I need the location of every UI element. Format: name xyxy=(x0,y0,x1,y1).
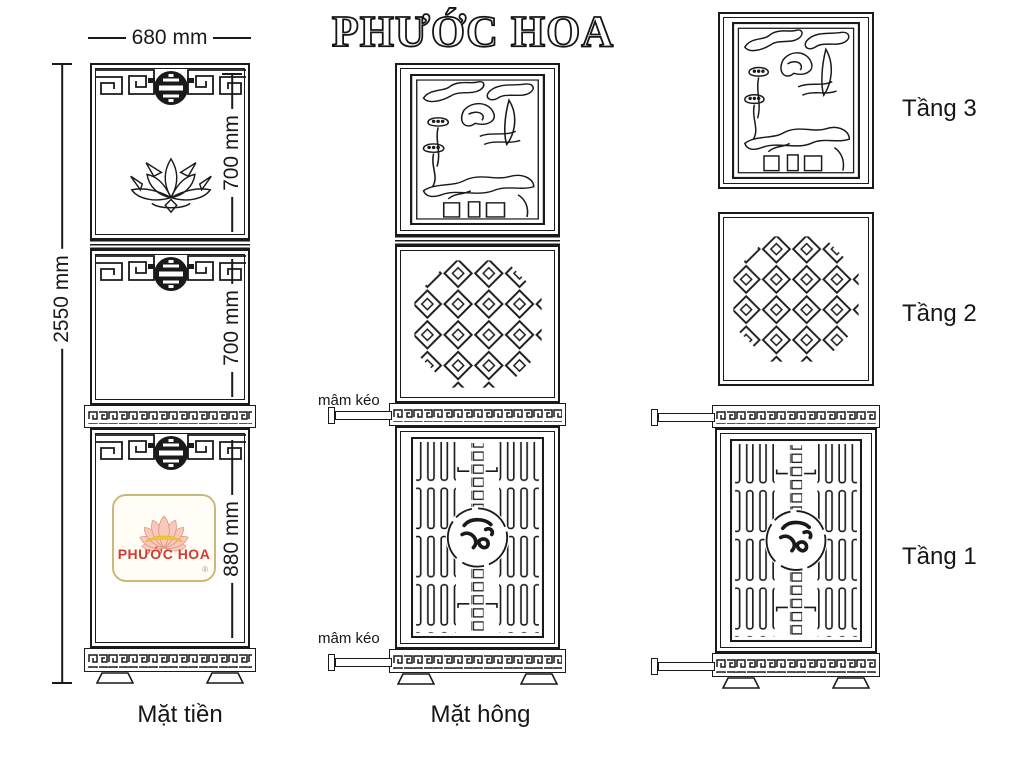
pull-tray xyxy=(651,658,715,676)
lotus-outline-icon xyxy=(125,155,217,215)
dim-tick xyxy=(52,682,72,684)
tier-1-panel xyxy=(715,428,877,653)
side-section-1 xyxy=(395,426,560,649)
pull-tray xyxy=(651,409,715,427)
fu-medallion-icon xyxy=(411,437,544,638)
front-section-3 xyxy=(90,63,250,240)
dim-section-2 xyxy=(220,259,244,397)
panel-frame xyxy=(400,250,555,398)
brand-logo xyxy=(112,494,216,582)
side-section-2 xyxy=(395,245,560,403)
circle-lattice-icon xyxy=(731,234,861,364)
base-feet xyxy=(395,673,560,686)
dim-line xyxy=(61,63,63,684)
dim-total-height xyxy=(50,63,74,684)
tray-arm-icon xyxy=(335,411,392,420)
side-section-3 xyxy=(395,63,560,236)
circle-lattice-icon xyxy=(412,258,544,390)
foot-icon xyxy=(96,672,134,685)
meander-band-icon xyxy=(712,653,880,677)
foot-icon xyxy=(206,672,244,685)
slat-lattice-icon xyxy=(411,437,544,638)
foot-icon xyxy=(722,677,760,690)
dim-section-3-text: 700 mm xyxy=(220,109,244,197)
dim-line xyxy=(88,37,126,39)
front-view xyxy=(90,63,250,684)
dim-section-1-text: 880 mm xyxy=(220,495,244,583)
dim-width-text: 680 mm xyxy=(131,26,208,49)
logo-text: PHƯỚC HOA xyxy=(117,546,211,562)
pull-tray xyxy=(328,407,392,425)
foot-icon xyxy=(520,673,558,686)
tier-3-panel xyxy=(718,12,874,189)
tier-2-panel xyxy=(718,212,874,386)
meander-band-icon xyxy=(712,405,880,428)
foot-icon xyxy=(397,673,435,686)
base-feet xyxy=(90,672,250,685)
tier-2-label: Tầng 2 xyxy=(902,300,977,327)
registered-mark: ® xyxy=(202,565,208,574)
front-section-1 xyxy=(90,428,250,648)
meander-band-icon xyxy=(389,649,566,673)
dim-line xyxy=(213,37,251,39)
tray-handle-icon xyxy=(651,409,658,426)
tray-arm-icon xyxy=(658,662,715,671)
slat-lattice-icon xyxy=(730,439,862,642)
tray-handle-icon xyxy=(328,654,335,671)
tray-handle-icon xyxy=(328,407,335,424)
tray-arm-icon xyxy=(335,658,392,667)
meander-band-icon xyxy=(84,648,256,672)
brand-title: PHƯỚC HOA xyxy=(331,7,615,56)
dim-section-1 xyxy=(220,440,244,638)
logo-lotus-icon xyxy=(114,496,214,580)
tray-label-bottom: mâm kéo xyxy=(318,630,380,647)
side-view-label: Mặt hông xyxy=(430,701,531,728)
tray-handle-icon xyxy=(651,658,658,675)
tray-arm-icon xyxy=(658,413,715,422)
divider-rails xyxy=(395,236,560,245)
dim-width xyxy=(88,27,251,49)
foot-icon xyxy=(832,677,870,690)
tier-3-label: Tầng 3 xyxy=(902,95,977,122)
base-feet xyxy=(712,677,880,690)
pull-tray xyxy=(328,654,392,672)
front-view-label: Mặt tiền xyxy=(137,701,223,728)
meander-band-icon xyxy=(389,403,566,426)
tier-1-label: Tầng 1 xyxy=(902,543,977,570)
side-view xyxy=(395,63,560,684)
dim-section-3 xyxy=(220,73,244,232)
dim-section-2-text: 700 mm xyxy=(220,284,244,372)
panel-frame xyxy=(723,217,869,381)
front-section-2 xyxy=(90,249,250,405)
divider-rails xyxy=(90,240,250,249)
meander-band-icon xyxy=(84,405,256,428)
fu-medallion-icon xyxy=(730,439,862,642)
dim-total-height-text: 2550 mm xyxy=(50,249,74,349)
lotus-pond-carving-icon xyxy=(410,74,545,225)
lotus-pond-carving-icon xyxy=(732,22,860,179)
tray-label-top: mâm kéo xyxy=(318,392,380,409)
